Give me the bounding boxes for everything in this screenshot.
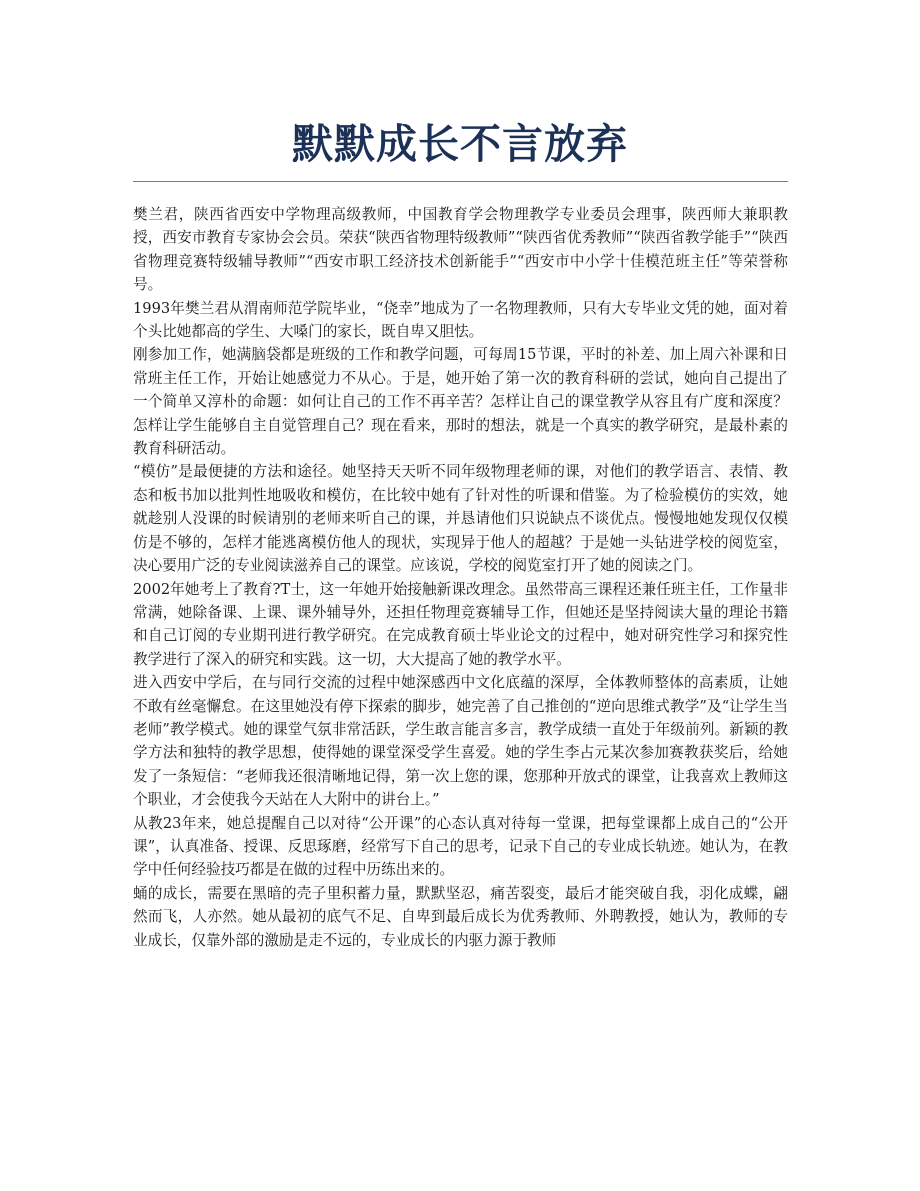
title-divider xyxy=(133,181,788,182)
paragraph-1993: 1993年樊兰君从渭南师范学院毕业，“侥幸”地成为了一名物理教师，只有大专毕业文凭的她，面对着个头比她都高的学生、大嗓门的家长，既自卑又胆怯。 xyxy=(133,299,788,341)
paragraph-23-years: 从教23年来，她总提醒自己以对待“公开课”的心态认真对待每一堂课，把每堂课都上成自己的“公开课”，认真准备、授课、反思琢磨，经常写下自己的思考，记录下自己的专业成长轨迹。她认为，在教学中任何经验技巧都是在做的过程中历练出来的。 xyxy=(133,814,788,879)
paragraph-early-work: 刚参加工作，她满脑袋都是班级的工作和教学问题，可每周15节课，平时的补差、加上周六补课和日常班主任工作，开始让她感觉力不从心。于是，她开始了第一次的教育科研的尝试，她向自己提出了一个简单又淳朴的命题：如何让自己的工作不再辛苦？怎样让自己的课堂教学从容且有广度和深度？怎样让学生能够自主自觉管理自己？现在看来，那时的想法，就是一个真实的教学研究，是最朴素的教育科研活动。 xyxy=(133,346,788,458)
paragraph-growth: 蛹的成长，需要在黑暗的壳子里积蓄力量，默默坚忍，痛苦裂变，最后才能突破自我，羽化成蝶，翩然而飞，人亦然。她从最初的底气不足、自卑到最后成长为优秀教师、外聘教授，她认为，教师的专业成长，仅靠外部的激励是走不远的，专业成长的内驱力源于教师 xyxy=(133,884,788,949)
paragraph-xian-school: 进入西安中学后，在与同行交流的过程中她深感西中文化底蕴的深厚，全体教师整体的高素质，让她不敢有丝毫懈怠。在这里她没有停下探索的脚步，她完善了自己推创的“逆向思维式教学”及“让学生当老师”教学模式。她的课堂气氛非常活跃，学生敢言能言多言，教学成绩一直处于年级前列。新颖的教学方法和独特的教学思想，使得她的课堂深受学生喜爱。她的学生李占元某次参加赛教获奖后，给她发了一条短信：“老师我还很清晰地记得，第一次上您的课，您那种开放式的课堂，让我喜欢上教师这个职业，才会使我今天站在人大附中的讲台上。” xyxy=(133,674,788,809)
page-title: 默默成长不言放弃 xyxy=(292,120,628,168)
paragraph-profile: 樊兰君，陕西省西安中学物理高级教师，中国教育学会物理教学专业委员会理事，陕西师大兼职教授，西安市教育专家协会会员。荣获“陕西省物理特级教师”“陕西省优秀教师”“陕西省教学能手”“陕西省物理竞赛特级辅导教师”“西安市职工经济技术创新能手”“西安市中小学十佳模范班主任”等荣誉称号。 xyxy=(133,206,788,294)
article-body xyxy=(133,203,788,952)
paragraph-2002: 2002年她考上了教育?T士，这一年她开始接触新课改理念。虽然带高三课程还兼任班主任，工作量非常满，她除备课、上课、课外辅导外，还担任物理竞赛辅导工作，但她还是坚持阅读大量的理论书籍和自己订阅的专业期刊进行教学研究。在完成教育硕士毕业论文的过程中，她对研究性学习和探究性教学进行了深入的研究和实践。这一切，大大提高了她的教学水平。 xyxy=(133,580,788,668)
paragraph-imitation: “模仿”是最便捷的方法和途径。她坚持天天听不同年级物理老师的课，对他们的教学语言、表情、教态和板书加以批判性地吸收和模仿，在比较中她有了针对性的听课和借鉴。为了检验模仿的实效，她就趁别人没课的时候请别的老师来听自己的课，并恳请他们只说缺点不谈优点。慢慢地她发现仅仅模仿是不够的，怎样才能逃离模仿他人的现状，实现异于他人的超越？于是她一头钻进学校的阅览室，决心要用广泛的专业阅读滋养自己的课堂。应该说，学校的阅览室打开了她的阅读之门。 xyxy=(133,463,788,575)
